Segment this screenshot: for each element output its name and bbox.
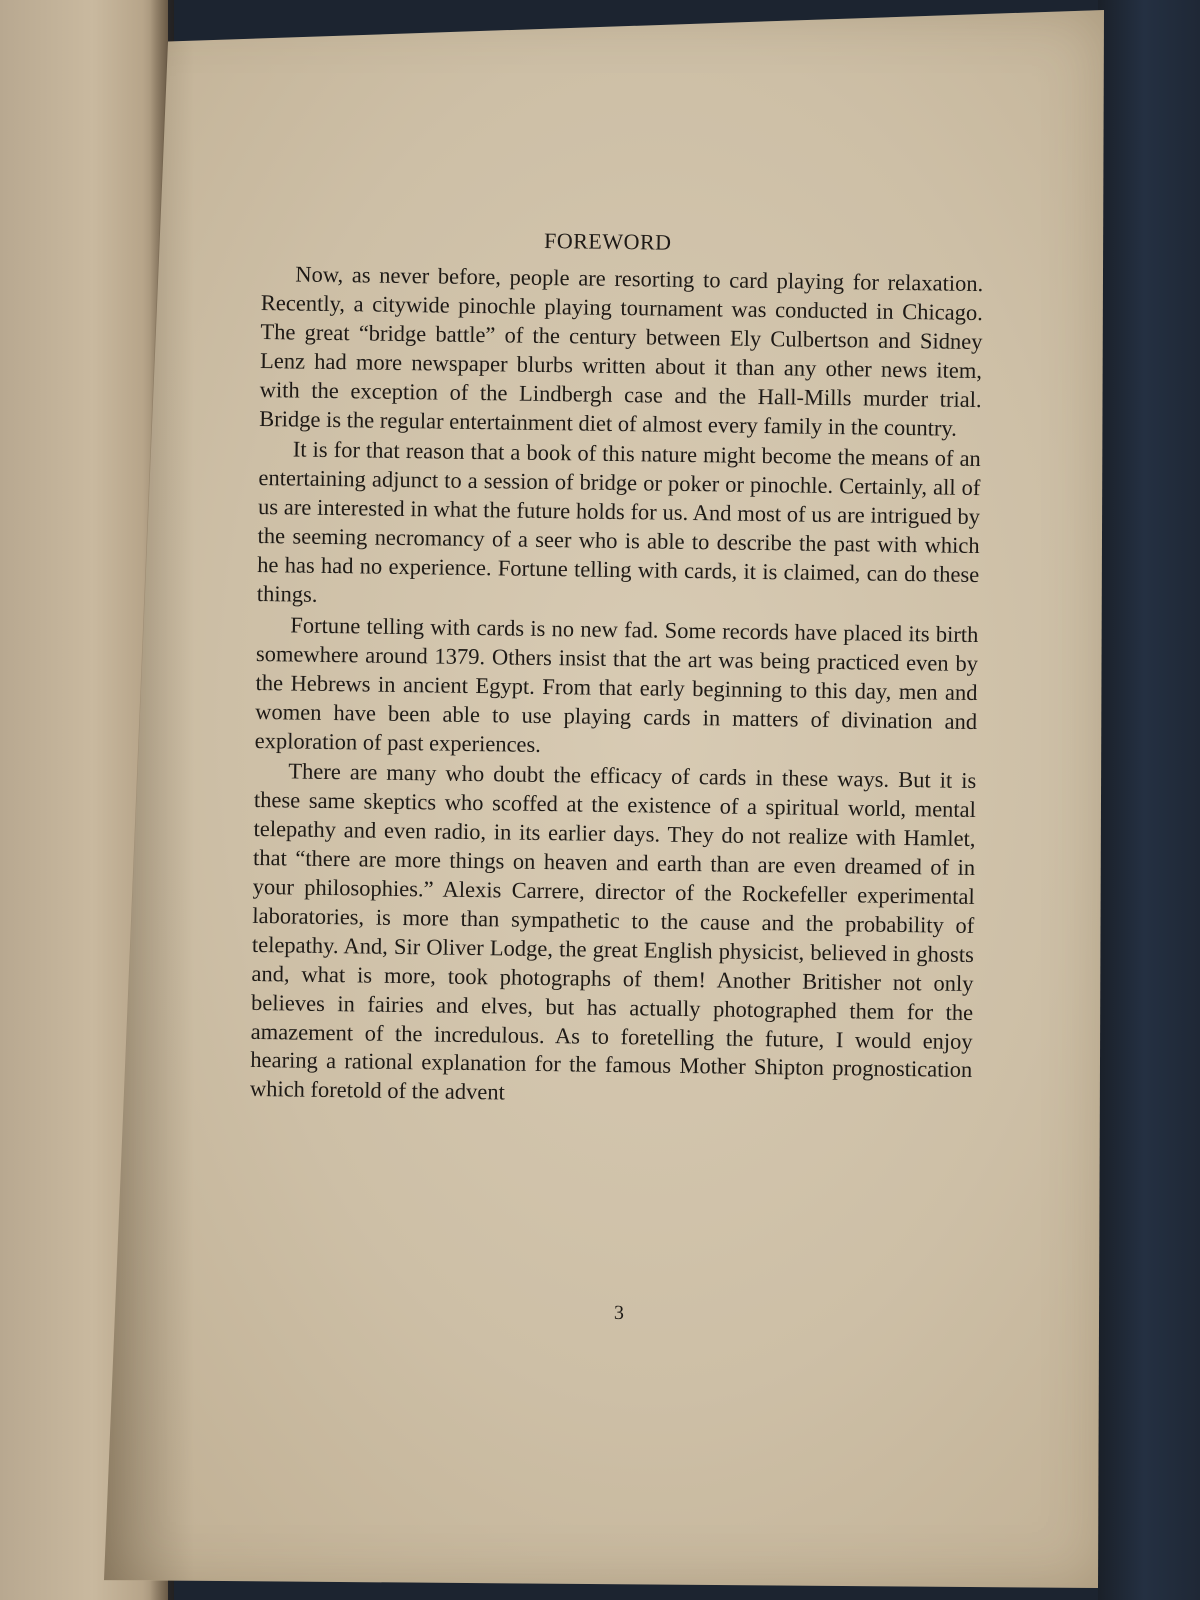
background-surface [1098,0,1200,1600]
page-text [250,224,984,1116]
paragraph-3: Fortune telling with cards is no new fad. Some records have placed its birth somewhere around 1379. Others insist that the art was being practiced even by the Hebrews in ancient Egypt. From that early beginning to this day, men and women have been able to use playing cards in matters of divination and exploration of past experiences. [254,612,979,757]
paragraph-1: Now, as never before, people are resorting to card playing for relaxation. Recently, a citywide pinochle playing tournament was conducted in Chicago. The great “bridge battle” of the century between Ely Culbertson and Sidney Lenz had more newspaper blurbs written about it than any other news item, with the exception of the Lindbergh case and the Hall-Mills murder trial. Bridge is the regular entertainment diet of almost every family in the country. [259,261,984,441]
paragraph-4: There are many who doubt the efficacy of cards in these ways. But it is these same skeptics who scoffed at the existence of a spiritual world, mental telepathy and even radio, in its earlier days. They do not realize with Hamlet, that “there are more things on heaven and earth than are even dreamed of in your philosophies.” Alexis Carrere, director of the Rockefeller experimental laboratories, is more than sympathetic to the cause and the probability of telepathy. And, Sir Oliver Lodge, the great English physicist, believed in ghosts and, what is more, took photographs of them! Another Britisher not only believes in fairies and elves, but has actually photographed them for the amazement of the incredulous. As to foretelling the future, I would enjoy hearing a rational explanation for the famous Mother Shipton prognostication which foretold of the advent [249,758,977,1105]
page-title: FOREWORD [543,227,672,255]
paragraph-2: It is for that reason that a book of this nature might become the means of an entertaining adjunct to a session of bridge or poker or pinochle. Certainly, all of us are interested in what the future holds for us. And most of us are intrigued by the seeming necromancy of a seer who is able to describe the past with which he has had no experience. Fortune telling with cards, it is claimed, can do these things. [256,436,981,607]
page-number: 3 [613,1301,625,1325]
